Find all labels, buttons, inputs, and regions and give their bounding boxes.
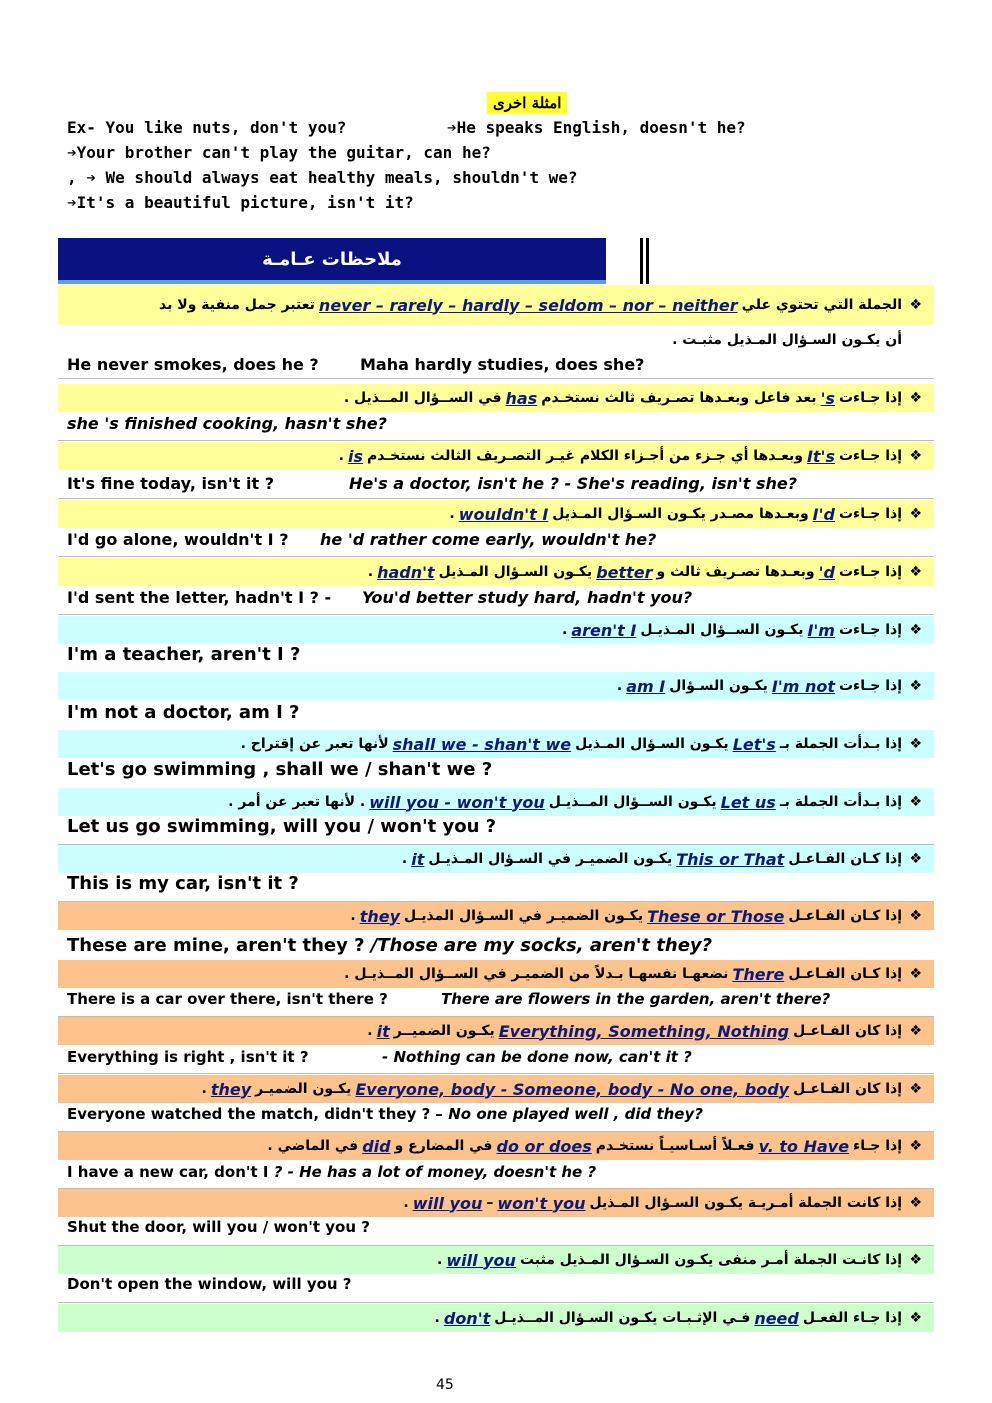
example-its: It's fine today, isn't it ? — [67, 474, 274, 493]
general-notes-header: ملاحظات عـامـة — [58, 238, 606, 284]
example-never: He never smokes, does he ? — [67, 355, 319, 374]
rule-never-continued: أن يكـون السـؤال المـذيل مثبـت . — [672, 332, 902, 348]
rule-imperative: ❖ إذا كانت الجملة أمـريـة يكـون السـؤال المـذيل won't you – will you . — [58, 1189, 934, 1217]
bullet-icon: ❖ — [909, 1252, 922, 1268]
bullet-icon: ❖ — [909, 1310, 922, 1326]
example-line-3: , ➔ We should always eat healthy meals, shouldn't we? — [67, 168, 578, 187]
rule-have: ❖ إذا جـاء v. to Have فعـلاً أسـاسيـاً نستخـدم do or does في المضارع و did في الماضي . — [58, 1132, 934, 1160]
example-there-2: There are flowers in the garden, aren't there? — [441, 990, 831, 1008]
rule-need: ❖ إذا جـاء الفعـل need فـي الإثـبـات يكـون السـؤال المــذيـل don't . — [58, 1304, 934, 1332]
bullet-icon: ❖ — [909, 564, 922, 580]
example-there: There is a car over there, isn't there ? — [67, 990, 388, 1008]
rule-never: ❖ الجملة التي تحتوي علي never – rarely – hardly – seldom – nor – neither تعتبر جمل منفية ولا بد — [58, 285, 934, 325]
bullet-icon: ❖ — [909, 678, 922, 694]
example-dont-open: Don't open the window, will you ? — [67, 1275, 352, 1293]
rule-negative-imperative: ❖ إذا كانـت الجملة أمـر منفى يكـون السـؤال المـذيل مثبت will you . — [58, 1246, 934, 1274]
example-these: These are mine, aren't they ? /Those are my socks, aren't they? — [67, 935, 713, 956]
example-has: she 's finished cooking, hasn't she? — [67, 414, 387, 433]
bullet-icon: ❖ — [909, 736, 922, 752]
rule-its: ❖ إذا جـاءت It's وبعـدها أي جـزء من أجـزاء الكلام غيـر التصـريف الثالث نستخـدم is . — [58, 442, 934, 470]
example-id-rather: he 'd rather come early, wouldn't he? — [320, 530, 657, 549]
example-this: This is my car, isn't it ? — [67, 873, 299, 894]
example-better: You'd better study hard, hadn't you? — [362, 588, 693, 607]
example-teacher: I'm a teacher, aren't I ? — [67, 644, 301, 665]
bullet-icon: ❖ — [909, 851, 922, 867]
bullet-icon: ❖ — [909, 297, 922, 313]
bullet-icon: ❖ — [909, 390, 922, 406]
example-let-us: Let us go swimming, will you / won't you ? — [67, 816, 497, 837]
page-number: 45 — [436, 1377, 454, 1393]
rule-everyone: ❖ إذا كان الفـاعـل Everyone, body - Someone, body - No one, body يكـون الضميـر they . — [58, 1075, 934, 1103]
rule-lets: ❖ إذا بـدأت الجملة بـ Let's يكـون السـؤال المـذيل shall we - shan't we لأنها تعبر عن إقتراح . — [58, 730, 934, 758]
bullet-icon: ❖ — [909, 966, 922, 982]
bullet-icon: ❖ — [909, 1195, 922, 1211]
header-divider — [640, 238, 643, 284]
example-shut-door: Shut the door, will you / won't you ? — [67, 1218, 370, 1236]
bullet-icon: ❖ — [909, 622, 922, 638]
bullet-icon: ❖ — [909, 794, 922, 810]
bullet-icon: ❖ — [909, 908, 922, 924]
example-everyone: Everyone watched the match, didn't they ? – No one played well , did they? — [67, 1105, 703, 1123]
rule-these-those: ❖ إذا كـان الفـاعـل These or Those يكـون الضميـر في السـؤال المذيـل they . — [58, 902, 934, 930]
example-id-would: I'd go alone, wouldn't I ? — [67, 530, 289, 549]
rule-there: ❖ إذا كـان الفـاعـل There نضعهـا نفسهـا بـدلاً من الضميـر في الســؤال المــذيـل . — [58, 960, 934, 988]
example-hardly: Maha hardly studies, does she? — [360, 355, 645, 374]
rule-everything: ❖ إذا كان الفـاعـل Everything, Something, Nothing يكـون الضميــر it . — [58, 1017, 934, 1045]
example-line-1: Ex- You like nuts, don't you? — [67, 118, 347, 137]
example-line-4: ➔It's a beautiful picture, isn't it? — [67, 193, 414, 212]
other-examples-heading: امثلة اخرى — [487, 92, 567, 114]
bullet-icon: ❖ — [909, 1138, 922, 1154]
bullet-icon: ❖ — [909, 448, 922, 464]
bullet-icon: ❖ — [909, 1023, 922, 1039]
example-hadnt: I'd sent the letter, hadn't I ? - — [67, 588, 332, 607]
rule-this-that: ❖ إذا كـان الفـاعـل This or That يكـون الضميـر في السـؤال المـذيـل it . — [58, 845, 934, 873]
header-divider — [646, 238, 649, 284]
example-everything: Everything is right , isn't it ? — [67, 1048, 309, 1066]
example-line-2: ➔Your brother can't play the guitar, can he? — [67, 143, 491, 162]
rule-s-has: ❖ إذا جـاءت 's بعد فاعل وبعـدها تصـريف ثالث نستخـدم has في الســؤال المــذيل . — [58, 384, 934, 412]
example-not-doctor: I'm not a doctor, am I ? — [67, 702, 300, 723]
example-its-2: He's a doctor, isn't he ? - She's reading, isn't she? — [349, 474, 798, 493]
example-nothing: - Nothing can be done now, can't it ? — [382, 1048, 692, 1066]
bullet-icon: ❖ — [909, 1081, 922, 1097]
rule-id-wouldnt: ❖ إذا جـاءت I'd وبعـدها مصـدر يكـون السـؤال المـذيل wouldn't I . — [58, 500, 934, 528]
bullet-icon: ❖ — [909, 506, 922, 522]
rule-im-not-am-i: ❖ إذا جـاءت I'm not يكـون السـؤال am I . — [58, 672, 934, 700]
example-have: I have a new car, don't I ? - He has a lot of money, doesn't he ? — [67, 1163, 597, 1181]
example-lets: Let's go swimming , shall we / shan't we ? — [67, 759, 493, 780]
rule-im-arent-i: ❖ إذا جـاءت I'm يكـون الســؤال المـذيـل aren't I . — [58, 616, 934, 644]
rule-d-hadnt: ❖ إذا جـاءت 'd وبعـدها تصـريف ثالث و better يكـون السـؤال المـذيل hadn't . — [58, 558, 934, 586]
rule-let-us: ❖ إذا بـدأت الجملة بـ Let us يكـون الســؤال المــذيـل will you - won't you . لأنها تعبر عن أمر . — [58, 788, 934, 816]
example-line-1b: ➔He speaks English, doesn't he? — [447, 118, 746, 137]
